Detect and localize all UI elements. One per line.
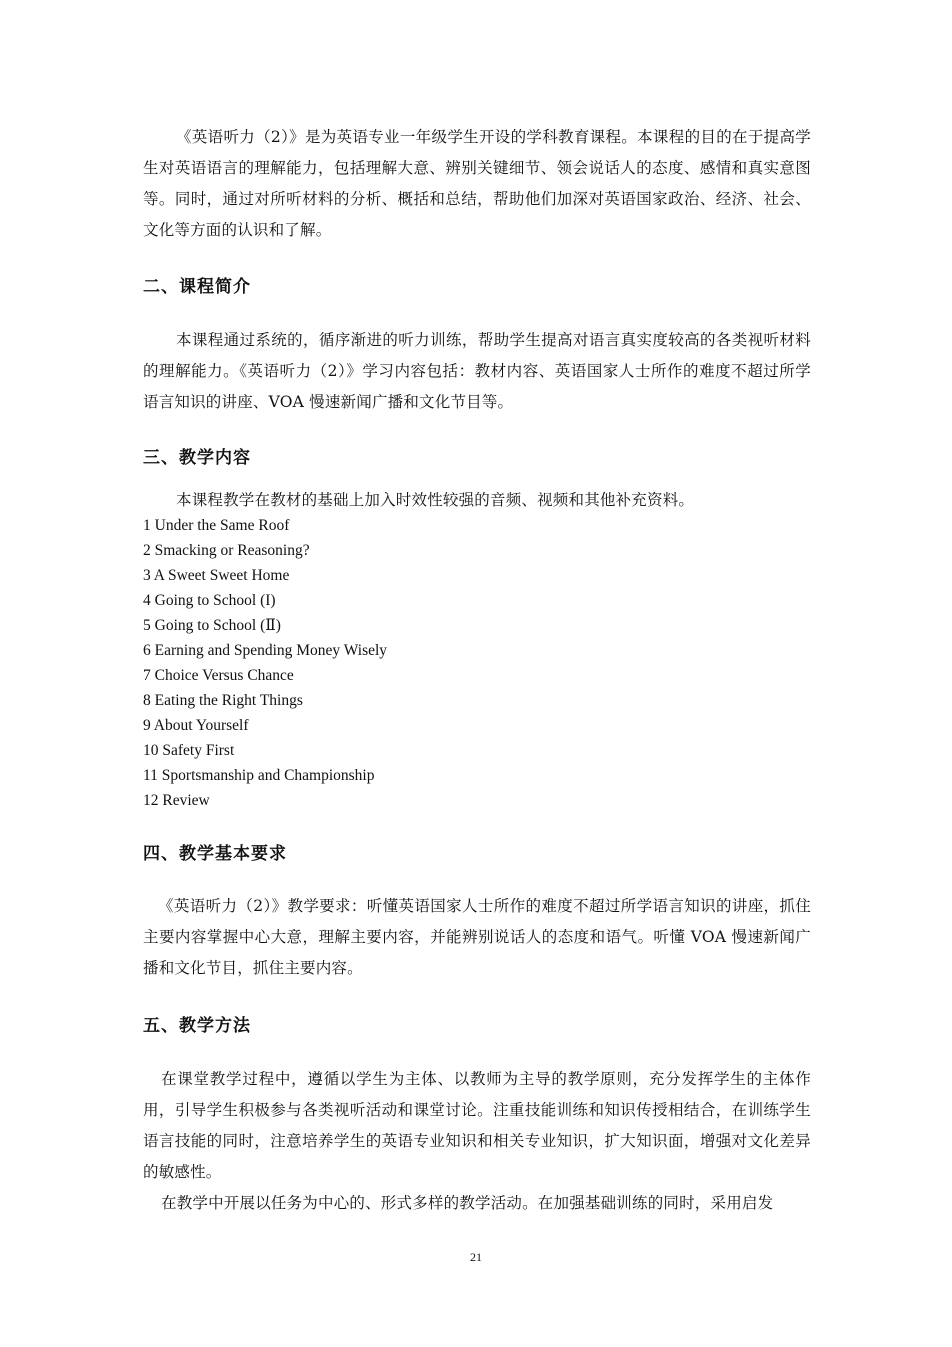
list-item: 7 Choice Versus Chance [143,667,294,684]
course-intro-paragraph: 本课程通过系统的，循序渐进的听力训练，帮助学生提高对语言真实度较高的各类视听材料的理解能力。《英语听力（2）》学习内容包括：教材内容、英语国家人士所作的难度不超过所学语言知识的讲座、VOA 慢速新闻广播和文化节目等。 [143,331,811,411]
teaching-content-paragraph: 本课程教学在教材的基础上加入时效性较强的音频、视频和其他补充资料。 [176,491,695,509]
page-content [143,122,811,1219]
intro-paragraph: 《英语听力（2）》是为英语专业一年级学生开设的学科教育课程。本课程的目的在于提高学生对英语语言的理解能力，包括理解大意、辨别关键细节、领会说话人的态度、感情和真实意图等。同时，通过对所听材料的分析、概括和总结，帮助他们加深对英语国家政治、经济、社会、文化等方面的认识和了解。 [143,128,811,239]
list-item: 10 Safety First [143,742,235,759]
teaching-methods-paragraph-1: 在课堂教学过程中，遵循以学生为主体、以教师为主导的教学原则，充分发挥学生的主体作用，引导学生积极参与各类视听活动和课堂讨论。注重技能训练和知识传授相结合，在训练学生语言技能的同时，注意培养学生的英语专业知识和相关专业知识，扩大知识面，增强对文化差异的敏感性。 [143,1070,811,1181]
section-heading-basic-requirements: 四、教学基本要求 [143,844,287,864]
unit-list [143,513,811,813]
list-item: 12 Review [143,792,210,809]
list-item: 5 Going to School (Ⅱ) [143,617,281,634]
list-item: 8 Eating the Right Things [143,692,303,709]
section-heading-teaching-content: 三、教学内容 [143,448,251,468]
list-item: 11 Sportsmanship and Championship [143,767,375,784]
list-item: 9 About Yourself [143,717,249,734]
list-item: 1 Under the Same Roof [143,517,290,534]
section-heading-teaching-methods: 五、教学方法 [143,1016,251,1036]
page-number: 21 [470,1250,482,1264]
list-item: 6 Earning and Spending Money Wisely [143,642,388,659]
basic-requirements-paragraph: 《英语听力（2）》教学要求：听懂英语国家人士所作的难度不超过所学语言知识的讲座，抓住主要内容掌握中心大意，理解主要内容，并能辨别说话人的态度和语气。听懂 VOA 慢速新闻广播和文化节目，抓住主要内容。 [143,897,811,977]
section-heading-course-intro: 二、课程简介 [143,277,251,297]
list-item: 2 Smacking or Reasoning? [143,542,310,559]
list-item: 3 A Sweet Sweet Home [143,567,290,584]
teaching-methods-paragraph-2: 在教学中开展以任务为中心的、形式多样的教学活动。在加强基础训练的同时，采用启发 [161,1194,774,1212]
list-item: 4 Going to School (I) [143,592,276,609]
